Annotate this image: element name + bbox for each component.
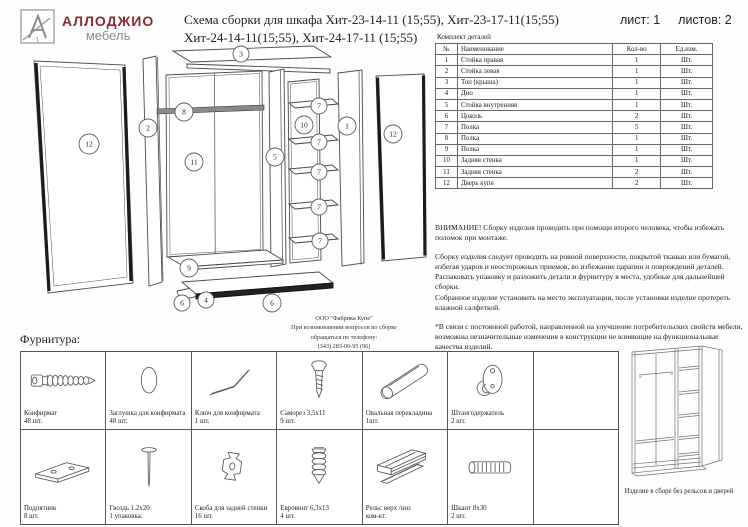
part-unit: Шт. <box>661 133 713 144</box>
callout-bottom <box>198 292 214 308</box>
callout-bar <box>175 103 193 121</box>
parts-row <box>436 55 713 66</box>
parts-header-row <box>436 44 713 55</box>
hardware-empty-cell <box>534 352 619 430</box>
part-unit: Шт. <box>661 99 713 110</box>
part-number: 3 <box>436 77 458 88</box>
oval-cap-icon <box>106 352 190 410</box>
part-name: Полка <box>457 133 612 144</box>
hardware-item-euroscrew <box>277 430 362 525</box>
hardware-item-hexkey <box>192 352 277 430</box>
hardware-item-name: Скоба для задней стенки <box>194 504 268 512</box>
euro-screw-icon <box>277 430 361 505</box>
left-door-drawing <box>34 61 133 293</box>
part-unit: Шт. <box>661 178 713 189</box>
parts-row <box>436 178 713 189</box>
hardware-item-name: Штангодержатель <box>451 409 505 417</box>
hardware-item-qty: 1 упаковка. <box>109 513 143 521</box>
part-number: 7 <box>436 122 458 133</box>
hardware-item-nail <box>106 430 191 525</box>
svg-text:5: 5 <box>273 152 277 162</box>
nail-icon <box>106 430 190 505</box>
part-number: 9 <box>436 144 458 155</box>
hardware-item-screw <box>277 352 362 430</box>
parts-row <box>436 167 713 178</box>
part-unit: Шт. <box>661 122 713 133</box>
part-qty: 1 <box>613 66 661 77</box>
callout-partition <box>266 148 284 166</box>
parts-table-title: Комплект деталей <box>437 33 491 41</box>
callout-left-door <box>79 134 99 154</box>
part-number: 4 <box>436 88 458 99</box>
part-name: Дно <box>457 88 612 99</box>
hardware-empty-cell <box>534 430 619 525</box>
foot-plate-icon <box>21 430 105 505</box>
hardware-item-confirmat <box>21 352 106 430</box>
callout-plinth-right <box>263 294 281 312</box>
part-name: Полка <box>457 122 612 133</box>
hardware-item-name: Рельс верх /низ <box>365 504 411 512</box>
note-place: Собранное изделие установить на место эксплуатации, после установки изделие протереть влажной салфеткой. <box>435 292 731 312</box>
svg-text:9: 9 <box>187 263 191 273</box>
hardware-item-footplate <box>21 430 106 525</box>
hardware-item-qty: 48 шт. <box>24 418 43 426</box>
callout-shelf-3 <box>311 164 327 180</box>
parts-row <box>436 99 713 110</box>
hardware-item-name: Саморез 3,5х11 <box>280 409 326 417</box>
part-qty: 2 <box>613 111 661 122</box>
parts-table <box>435 43 713 189</box>
svg-text:1: 1 <box>345 121 349 131</box>
hardware-item-bracket <box>192 430 277 525</box>
hardware-item-name: Шкант 8х30 <box>451 504 487 512</box>
part-number: 1 <box>436 55 458 66</box>
part-name: Полка <box>457 144 612 155</box>
part-unit: Шт. <box>661 144 713 155</box>
part-name: Задняя стенка <box>457 155 612 166</box>
assembly-notes <box>435 223 747 352</box>
callout-top-panel <box>233 46 249 62</box>
part-name: Дверь купе <box>457 178 612 189</box>
part-name: Задняя стенка <box>457 167 612 178</box>
callout-narrow-back <box>295 116 313 134</box>
hardware-item-qty: 9 шт. <box>280 418 295 426</box>
part-qty: 1 <box>613 55 661 66</box>
company-logo <box>20 9 56 45</box>
left-side-panel-drawing <box>143 56 163 286</box>
hex-key-icon <box>192 352 276 410</box>
dowel-icon <box>448 430 532 505</box>
parts-row <box>436 88 713 99</box>
callout-shelf-4 <box>311 199 327 215</box>
part-number: 2 <box>436 66 458 77</box>
callout-right-door <box>384 125 402 143</box>
hardware-item-qty: 48 шт. <box>109 418 128 426</box>
manufacturer-phone: (343) 283-00-95 (96) <box>317 342 371 350</box>
confirmat-screw-icon <box>21 352 105 410</box>
internal-partition-drawing <box>269 69 286 267</box>
part-qty: 2 <box>613 167 661 178</box>
col-number-header: № <box>436 44 458 55</box>
note-surface: Сборку изделия следует проводить на ровной поверхности, покрытой тканью или бумагой, избегая ударов и неосторожных приемов, во избежание царапин и повреждений деталей. <box>435 252 731 272</box>
hardware-item-name: Гвоздь 1.2х20 <box>109 504 150 512</box>
right-door-drawing <box>376 74 426 261</box>
sheet-info <box>620 13 748 27</box>
oval-bar-icon <box>363 352 447 410</box>
svg-text:7: 7 <box>318 236 322 246</box>
sheet-number: лист: 1 <box>620 13 661 27</box>
svg-text:7: 7 <box>317 137 321 147</box>
hardware-item-qty: 1шт. <box>365 418 379 426</box>
hardware-item-dowel <box>448 430 533 525</box>
svg-text:4: 4 <box>204 295 208 305</box>
note-unpack: Распаковать упаковку и разложить детали и фурнитуру в места, удобные для дальнейшей сборки. <box>435 272 725 292</box>
part-name: Топ (крыша) <box>457 77 612 88</box>
svg-text:7: 7 <box>317 167 321 177</box>
hardware-item-cap <box>106 352 191 430</box>
part-unit: Шт. <box>661 55 713 66</box>
manufacturer-contact <box>244 314 444 351</box>
hardware-item-qty: 16 шт. <box>194 513 213 521</box>
callout-left-side <box>139 119 157 137</box>
part-number: 12 <box>436 178 458 189</box>
part-name: Стойка внутренняя <box>457 99 612 110</box>
brand-subtitle: мебель <box>85 28 131 43</box>
svg-text:12: 12 <box>85 139 93 149</box>
brand-name: АЛЛОДЖИО <box>62 13 155 29</box>
screw-icon <box>277 352 361 410</box>
part-unit: Шт. <box>661 155 713 166</box>
part-number: 5 <box>436 99 458 110</box>
design-change-footnote: *В связи с постоянной работой, направленной на улучшение потребительских свойств мебели, возможны незначительные изменения в конструкции не влияющие на функциональные качества изделий. <box>435 321 743 351</box>
hardware-item-qty: 4 шт. <box>280 513 295 521</box>
svg-text:7: 7 <box>317 101 321 111</box>
hardware-item-rod-holder <box>448 352 533 430</box>
parts-row <box>436 66 713 77</box>
back-wall-bracket-icon <box>192 430 276 505</box>
svg-text:6: 6 <box>270 298 274 308</box>
part-unit: Шт. <box>661 111 713 122</box>
part-unit: Шт. <box>661 167 713 178</box>
hardware-item-qty: ком-кт. <box>365 513 387 521</box>
svg-text:10: 10 <box>300 120 308 130</box>
hardware-table <box>20 351 619 525</box>
parts-row <box>436 144 713 155</box>
hardware-item-qty: 8 шт. <box>24 513 39 521</box>
rod-holder-icon <box>448 352 532 410</box>
right-side-panel-drawing <box>338 70 364 266</box>
part-unit: Шт. <box>661 66 713 77</box>
hardware-item-qty: 1 шт. <box>194 418 210 426</box>
rail-icon <box>363 430 447 505</box>
top-panel-drawing <box>173 46 331 73</box>
hardware-section-title: Фурнитура: <box>20 332 81 346</box>
parts-row <box>436 133 713 144</box>
part-name: Цоколь <box>457 111 612 122</box>
hardware-item-rail <box>363 430 448 525</box>
svg-text:6: 6 <box>180 298 184 308</box>
part-qty: 1 <box>613 88 661 99</box>
part-name: Стойка правая <box>457 55 612 66</box>
hardware-item-qty: 2 шт. <box>451 418 466 426</box>
part-number: 10 <box>436 155 458 166</box>
part-name: Стойка левая <box>457 66 612 77</box>
callout-plinth-left <box>174 295 190 311</box>
warning-text: ВНИМАНИЕ! Сборку изделия проводить при помощи второго человека, чтобы избежать поломок при монтаже. <box>435 223 725 243</box>
title-line-2: Хит-24-14-11(15;55), Хит-24-17-11 (15;55) <box>184 29 418 45</box>
manufacturer-note2: обращаться по телефону: <box>310 333 378 341</box>
sheets-total: листов: 2 <box>678 13 732 27</box>
svg-text:11: 11 <box>190 157 198 167</box>
hardware-item-name: Ключ для конфирмата <box>194 409 260 417</box>
part-number: 11 <box>436 167 458 178</box>
brand-block <box>62 13 154 43</box>
part-unit: Шт. <box>661 77 713 88</box>
part-number: 8 <box>436 133 458 144</box>
part-qty: 1 <box>613 155 661 166</box>
hardware-item-name: Овальная перекладина <box>365 409 433 417</box>
callout-shelf-5 <box>312 233 328 249</box>
part-qty: 1 <box>613 133 661 144</box>
callout-shelf-2 <box>311 134 327 150</box>
assembled-caption: Изделие в сборе без рельсов и дверей <box>624 488 734 495</box>
part-qty: 1 <box>613 144 661 155</box>
part-qty: 1 <box>613 99 661 110</box>
svg-text:8: 8 <box>182 107 186 117</box>
hardware-item-name: Евровинт 6,3х13 <box>280 504 329 512</box>
hardware-item-name: Заглушка для конфирмата <box>109 409 186 417</box>
parts-row <box>436 77 713 88</box>
parts-row <box>436 111 713 122</box>
part-number: 6 <box>436 111 458 122</box>
hardware-item-crossbar <box>363 352 448 430</box>
parts-row <box>436 122 713 133</box>
page-title <box>184 11 564 46</box>
callout-shelf-1 <box>311 98 327 114</box>
hardware-item-name: Подпятник <box>24 504 57 512</box>
col-qty-header: Кол-во <box>613 44 661 55</box>
col-name-header: Наименование <box>457 44 612 55</box>
assembled-wardrobe-drawing <box>622 340 748 485</box>
callout-right-side <box>338 117 356 135</box>
part-qty: 2 <box>613 178 661 189</box>
part-qty: 5 <box>613 122 661 133</box>
callout-shelf-9 <box>180 259 198 277</box>
parts-row <box>436 155 713 166</box>
back-panel-drawing <box>166 71 263 257</box>
hardware-item-qty: 2 шт. <box>451 513 466 521</box>
callout-back-panel <box>185 153 203 171</box>
part-qty: 1 <box>613 77 661 88</box>
svg-text:2: 2 <box>146 123 150 133</box>
svg-text:3: 3 <box>239 49 243 59</box>
part-unit: Шт. <box>661 88 713 99</box>
manufacturer-note: При возникновении вопросов по сборке <box>291 324 397 332</box>
manufacturer-name: ООО "Фабрика Купе" <box>315 315 373 322</box>
hardware-item-name: Конфирмат <box>24 409 58 417</box>
svg-text:7: 7 <box>317 202 321 212</box>
svg-text:12: 12 <box>389 129 397 139</box>
col-unit-header: Ед.изм. <box>661 44 713 55</box>
title-line-1: Схема сборки для шкафа Хит-23-14-11 (15;55), Хит-23-17-11(15;55) <box>184 12 559 27</box>
exploded-view-diagram <box>15 45 435 337</box>
